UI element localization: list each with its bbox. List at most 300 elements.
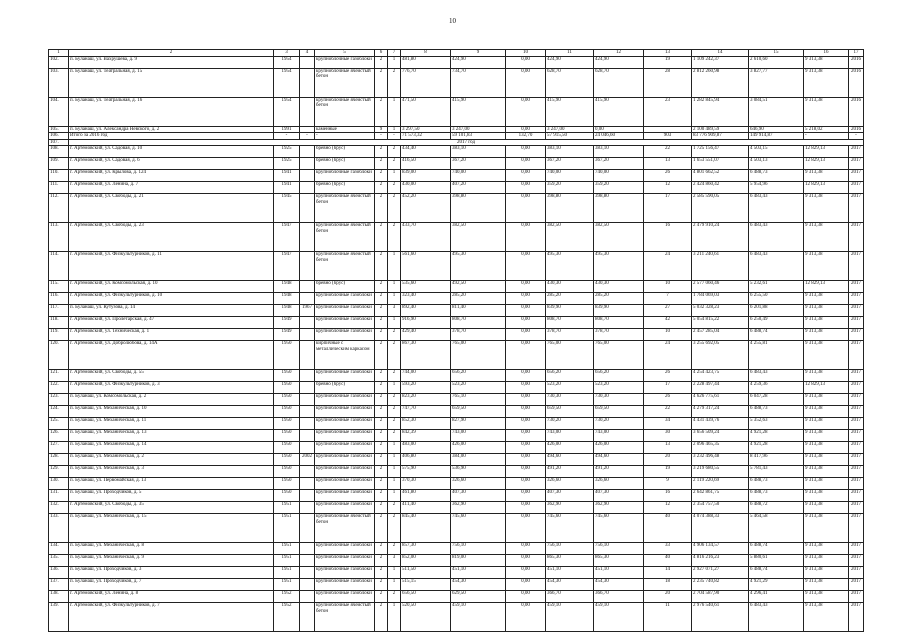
table-cell: 3 255 692,05 (692, 341, 749, 370)
table-row (49, 146, 864, 158)
table-cell: крупноблочные газоблоки (315, 394, 375, 406)
table-cell: 0,00 (506, 603, 546, 632)
table-cell: 730,30 (594, 394, 644, 406)
table-cell: 9 313,38 (804, 68, 849, 97)
table-cell: 0,00 (506, 454, 546, 466)
table-cell: 0,00 (506, 466, 546, 478)
table-cell: 4 074 388,33 (692, 514, 749, 543)
table-cell: 4 626 775,61 (692, 394, 749, 406)
table-cell: 2 (375, 466, 388, 478)
table-cell: 659,50 (594, 406, 644, 418)
table-cell: крупноблочные газоблоки (315, 442, 375, 454)
table-cell (300, 466, 315, 478)
header-cell: 2 (69, 50, 274, 57)
row-number: 124. (49, 406, 69, 418)
table-cell: 2 (375, 394, 388, 406)
address-cell: г. Артемовский, ул. Ленина, д. 8 (69, 591, 274, 603)
table-cell: 6 047,28 (749, 394, 804, 406)
row-number: 132. (49, 502, 69, 514)
table-cell: 1 (388, 382, 401, 394)
table-cell: 593,20 (401, 382, 451, 394)
table-cell: 4 921,28 (749, 442, 804, 454)
table-cell: 0,00 (506, 329, 546, 341)
table-cell: 9 313,38 (804, 454, 849, 466)
table-cell: 1 (388, 97, 401, 126)
table-cell: 0,00 (506, 170, 546, 182)
address-cell: п. Буланаш, ул. Кутузова, д. 14 (69, 305, 274, 317)
table-cell (300, 146, 315, 158)
table-cell (300, 555, 315, 567)
table-cell: 451,10 (451, 567, 506, 579)
table-cell: 2 354 757,50 (692, 502, 749, 514)
table-cell: 2 585 590,05 (692, 194, 749, 223)
table-cell (300, 329, 315, 341)
table-cell: 730,30 (546, 394, 594, 406)
table-cell: 9 313,38 (804, 502, 849, 514)
table-cell: 575,90 (401, 466, 451, 478)
table-row (49, 341, 864, 370)
table-cell: 2 (388, 194, 401, 223)
table-cell: 2 (375, 543, 388, 555)
table-cell: 1950 (274, 418, 300, 430)
table-cell: крупноблочные ячеистый бетон (315, 194, 375, 223)
table-cell: 0,00 (506, 305, 546, 317)
table-cell: 378,70 (594, 329, 644, 341)
table-cell: 83 776 909,87 (692, 133, 749, 140)
table-cell: 9 313,38 (804, 394, 849, 406)
table-cell: 2 (375, 223, 388, 252)
table-cell (300, 293, 315, 305)
table-cell: крупноблочные газоблоки (315, 579, 375, 591)
table-cell: 366,70 (594, 591, 644, 603)
table-cell: 1 (388, 454, 401, 466)
table-cell: 2 228 497,44 (692, 382, 749, 394)
table-cell: 2017 (849, 158, 864, 170)
table-cell: 2017 (849, 293, 864, 305)
table-cell: 2017 (849, 252, 864, 281)
table-cell: 23 (644, 97, 692, 126)
table-cell: 0,00 (506, 490, 546, 502)
table-cell: 2 (375, 97, 388, 126)
table-cell: 9 313,38 (804, 514, 849, 543)
table-cell: 3 219 680,55 (692, 466, 749, 478)
table-cell: 839,90 (594, 305, 644, 317)
table-cell: 1 282 845,94 (692, 97, 749, 126)
table-cell: 536,90 (451, 466, 506, 478)
table-cell: 0,00 (506, 194, 546, 223)
table-cell (300, 281, 315, 293)
table-row (49, 502, 864, 514)
table-cell: 362,90 (546, 502, 594, 514)
table-cell: 3 (388, 305, 401, 317)
table-cell: 2 (388, 341, 401, 370)
table-cell: 416,50 (401, 158, 451, 170)
row-number: 118. (49, 317, 69, 329)
table-cell: 424,90 (546, 56, 594, 68)
table-cell: крупноблочные газоблоки (315, 466, 375, 478)
table-cell: 1967 (300, 305, 315, 317)
table-cell: 4 801 662,52 (692, 170, 749, 182)
table-cell: 9 313,38 (804, 293, 849, 305)
table-cell: 1 (388, 567, 401, 579)
table-cell: 415,90 (594, 97, 644, 126)
table-cell: 430,30 (546, 281, 594, 293)
table-cell: 454,30 (451, 579, 506, 591)
table-cell: 461,80 (401, 490, 451, 502)
table-cell: 1 (388, 56, 401, 68)
table-cell: 2 424 860,42 (692, 182, 749, 194)
table-cell: 523,20 (594, 382, 644, 394)
table-cell: 9 313,38 (804, 305, 849, 317)
table-row (49, 514, 864, 543)
table-cell: - (849, 133, 864, 140)
row-number: 139. (49, 603, 69, 632)
table-row (49, 591, 864, 603)
table-cell: 424,90 (594, 56, 644, 68)
table-cell: 1 (388, 466, 401, 478)
table-cell: 1950 (274, 454, 300, 466)
table-cell: 1950 (274, 341, 300, 370)
table-cell: 30 (644, 430, 692, 442)
table-cell: 2 (375, 56, 388, 68)
table-cell: 2017 (849, 567, 864, 579)
table-cell: 398,80 (546, 194, 594, 223)
table-cell: 2 (375, 341, 388, 370)
table-cell: 1991 (274, 126, 300, 133)
table-cell: 10 (644, 281, 692, 293)
table-cell: 9 313,38 (804, 478, 849, 490)
table-cell: 9 313,38 (804, 97, 849, 126)
table-cell: 285,20 (594, 293, 644, 305)
table-cell: крупноблочные газоблоки (315, 555, 375, 567)
table-cell: 892,40 (401, 305, 451, 317)
table-cell: 2017 (849, 502, 864, 514)
row-number: 115. (49, 281, 69, 293)
table-cell (300, 579, 315, 591)
table-cell: 2 (388, 502, 401, 514)
table-cell: 5 880,61 (749, 555, 804, 567)
table-cell: 4 906 134,57 (692, 543, 749, 555)
table-cell: крупноблочные ячеистый бетон (315, 603, 375, 632)
row-number: 107. (49, 139, 69, 146)
table-cell (300, 341, 315, 370)
table-cell: 0,00 (506, 317, 546, 329)
address-cell: г. Артемовский, ул. Свободы, д. 35 (69, 502, 274, 514)
table-cell: 1951 (274, 514, 300, 543)
table-cell: 9 313,38 (804, 406, 849, 418)
table-cell: 17 (644, 194, 692, 223)
row-number: 128. (49, 454, 69, 466)
table-cell: каменные (315, 126, 375, 133)
table-cell: 2 (375, 442, 388, 454)
address-cell: г. Артемовский, ул. Пролетарская, д. 47 (69, 317, 274, 329)
table-cell: 491,20 (546, 466, 594, 478)
table-cell: 426,00 (451, 442, 506, 454)
table-cell: крупноблочные газоблоки (315, 490, 375, 502)
table-cell: 2 976 540,61 (692, 603, 749, 632)
row-number: 134. (49, 543, 69, 555)
table-cell: 1 784 069,03 (692, 293, 749, 305)
table-cell (300, 430, 315, 442)
address-cell: г. Артемовский, ул. Физкультурников, д. 10 (69, 293, 274, 305)
table-cell: 2 642 861,75 (692, 490, 749, 502)
address-cell: Итого за 2016 год (69, 133, 274, 140)
header-cell: 15 (749, 50, 804, 57)
table-cell: 9 313,38 (804, 442, 849, 454)
address-cell: п. Буланаш, ул. Театральная, д. 15 (69, 68, 274, 97)
table-cell: 326,60 (451, 478, 506, 490)
table-cell: 1951 (274, 543, 300, 555)
table-cell: 384,00 (451, 454, 506, 466)
row-number: 137. (49, 579, 69, 591)
table-cell: 747,70 (401, 406, 451, 418)
table-cell: 0,00 (506, 543, 546, 555)
address-cell: г. Артемовский, ул. Техническая, д. 1 (69, 329, 274, 341)
table-cell: 745,60 (594, 514, 644, 543)
table-cell: 1950 (274, 490, 300, 502)
table-cell: - (315, 133, 375, 140)
table-cell: 1954 (274, 68, 300, 97)
table-cell: 2 (375, 555, 388, 567)
table-cell: 1950 (274, 466, 300, 478)
housing-table (48, 49, 864, 632)
table-cell: 6 483,43 (749, 370, 804, 382)
table-cell: 2017 (849, 454, 864, 466)
table-cell: крупноблочные газоблоки (315, 567, 375, 579)
table-cell: 5 464,58 (749, 514, 804, 543)
table-cell: 867,30 (401, 341, 451, 370)
table-cell: 511,50 (401, 567, 451, 579)
table-cell: 378,70 (546, 329, 594, 341)
table-cell: 2 479 910,24 (692, 223, 749, 252)
table-cell (300, 252, 315, 281)
row-number: 110. (49, 170, 69, 182)
table-cell: 5 352,63 (749, 418, 804, 430)
table-cell: 24 046,60 (594, 133, 644, 140)
address-cell: п. Буланаш, ул. Механическая, д. 10 (69, 406, 274, 418)
table-cell: 1 (388, 317, 401, 329)
table-row (49, 543, 864, 555)
table-cell: 430,00 (401, 182, 451, 194)
table-cell: 4 296,41 (749, 591, 804, 603)
table-cell: 370,30 (401, 478, 451, 490)
table-cell: 495,30 (451, 252, 506, 281)
table-cell: 407,20 (451, 182, 506, 194)
table-cell: 1 (388, 281, 401, 293)
table-cell: 2017 (849, 305, 864, 317)
table-cell: 9 313,38 (804, 341, 849, 370)
table-cell: 916,90 (401, 317, 451, 329)
table-cell: 17 (644, 382, 692, 394)
table-cell: 366,70 (546, 591, 594, 603)
table-cell: 2016 (849, 126, 864, 133)
table-cell: крупноблочные газоблоки (315, 56, 375, 68)
table-cell: крупноблочные газоблоки (315, 317, 375, 329)
table-cell: 14 (644, 567, 692, 579)
table-cell: 2 (375, 382, 388, 394)
table-cell: 42 (644, 317, 692, 329)
table-cell: 2 (375, 406, 388, 418)
table-cell: 19 (644, 56, 692, 68)
table-cell: 4 921,29 (749, 579, 804, 591)
table-cell: 359,20 (546, 182, 594, 194)
table-cell: бревно (брус) (315, 281, 375, 293)
header-cell: 12 (594, 50, 644, 57)
table-cell: 2 235 740,82 (692, 579, 749, 591)
address-cell: п. Буланаш, ул. Механическая, д. 2 (69, 454, 274, 466)
table-cell: 2 (388, 514, 401, 543)
table-cell: 2 (388, 146, 401, 158)
table-cell: 367,20 (546, 158, 594, 170)
table-cell: 2017 (849, 430, 864, 442)
table-cell: 2017 (849, 341, 864, 370)
table-cell: 2 (375, 490, 388, 502)
table-cell: 2 (375, 317, 388, 329)
table-cell: 6 483,43 (749, 194, 804, 223)
row-number: 109. (49, 158, 69, 170)
table-cell: 2 (375, 252, 388, 281)
table-cell: 0,00 (506, 68, 546, 97)
table-cell: 28 (644, 68, 692, 97)
table-cell: 2 (388, 418, 401, 430)
table-cell: 3 297,50 (401, 126, 451, 133)
table-cell: 454,30 (594, 579, 644, 591)
table-cell: 2 (375, 158, 388, 170)
table-cell: 5 232,61 (749, 281, 804, 293)
table-cell: 0,00 (506, 382, 546, 394)
header-cell: 17 (849, 50, 864, 57)
table-cell: 743,00 (546, 430, 594, 442)
table-cell: 0,00 (506, 370, 546, 382)
table-cell (300, 68, 315, 97)
table-cell: 5 954,96 (749, 182, 804, 194)
table-cell: 415,90 (451, 97, 506, 126)
table-cell: 2017 (849, 382, 864, 394)
address-cell: г. Артемовский, ул. Добролюбова, д. 14А (69, 341, 274, 370)
table-cell: 2 (375, 514, 388, 543)
table-cell: - (375, 133, 388, 140)
table-cell (300, 603, 315, 632)
table-cell: 1 (388, 442, 401, 454)
table-cell: 0,00 (506, 591, 546, 603)
table-cell: 483,00 (401, 442, 451, 454)
row-number: 121. (49, 370, 69, 382)
address-cell: п. Буланаш, ул. Театральная, д. 16 (69, 97, 274, 126)
table-cell: 852,30 (401, 418, 451, 430)
table-cell: 561,60 (401, 252, 451, 281)
row-number: 116. (49, 293, 69, 305)
table-cell: 9 (644, 478, 692, 490)
table-cell: 740,00 (451, 170, 506, 182)
table-cell: 2 457 285,04 (692, 329, 749, 341)
table-cell: 842,39 (401, 430, 451, 442)
table-cell: 1 (388, 170, 401, 182)
table-cell: 12 829,13 (804, 182, 849, 194)
table-cell: 16 (644, 490, 692, 502)
table-cell (300, 418, 315, 430)
table-cell: 24 (644, 341, 692, 370)
header-cell: 5 (315, 50, 375, 57)
row-number: 133. (49, 514, 69, 543)
table-row (49, 603, 864, 632)
table-cell: 6 255,50 (749, 293, 804, 305)
row-number: 112. (49, 194, 69, 223)
row-number: 117. (49, 305, 69, 317)
address-cell: г. Артемовский, ул. Физкультурников, д. 11 (69, 252, 274, 281)
table-cell: крупноблочные ячеистый бетон (315, 252, 375, 281)
table-cell: крупноблочные газоблоки (315, 430, 375, 442)
table-cell: 1947 (274, 252, 300, 281)
row-number: 125. (49, 418, 69, 430)
table-row (49, 223, 864, 252)
table-cell: 0,00 (506, 394, 546, 406)
table-cell: 2017 (849, 329, 864, 341)
table-cell: 744,00 (401, 370, 451, 382)
table-cell: 2017 (849, 194, 864, 223)
table-cell: 495,30 (546, 252, 594, 281)
table-cell: крупноблочные газоблоки (315, 543, 375, 555)
table-cell: 20 (644, 591, 692, 603)
table-cell (300, 382, 315, 394)
table-cell: 1952 (274, 591, 300, 603)
row-number: 131. (49, 490, 69, 502)
table-cell: 9 313,38 (804, 430, 849, 442)
table-cell: 2 (375, 591, 388, 603)
table-cell: 520,50 (401, 603, 451, 632)
address-cell: г. Артемовский, ул. Комсомольская, д. 10 (69, 281, 274, 293)
header-cell: 1 (49, 50, 69, 57)
table-row (49, 466, 864, 478)
table-cell: 33 (644, 543, 692, 555)
table-cell: 2 577 060,46 (692, 281, 749, 293)
table-cell: 6 488,73 (749, 170, 804, 182)
table-cell: 9 313,38 (804, 317, 849, 329)
table-cell: 743,00 (451, 430, 506, 442)
table-row (49, 56, 864, 68)
table-cell: крупноблочные газоблоки (315, 591, 375, 603)
table-cell: 9 313,38 (804, 567, 849, 579)
table-cell: 0,00 (506, 97, 546, 126)
table-cell: 656,50 (401, 591, 451, 603)
table-cell: 9 313,38 (804, 418, 849, 430)
table-cell: 2 096 465,35 (692, 442, 749, 454)
table-cell: 0,00 (594, 126, 644, 133)
table-cell: бревно (брус) (315, 146, 375, 158)
table-cell: 656,20 (451, 370, 506, 382)
table-cell: 852,00 (401, 555, 451, 567)
table-cell: 523,20 (546, 382, 594, 394)
table-cell: 1 725 156,47 (692, 146, 749, 158)
address-cell: п. Буланаш, ул. Механическая, д. 14 (69, 442, 274, 454)
address-cell: п. Буланаш, ул. Проходчиков, д. 5 (69, 490, 274, 502)
table-cell: 5 054 815,22 (692, 317, 749, 329)
table-cell: 13 (644, 442, 692, 454)
table-cell: 13 (644, 158, 692, 170)
table-cell: 0,00 (506, 478, 546, 490)
table-cell: 2 (388, 394, 401, 406)
table-cell: 326,60 (546, 478, 594, 490)
address-cell: г. Артемовский, ул. Крылова, д. 124 (69, 170, 274, 182)
table-cell: 629,50 (451, 591, 506, 603)
table-row (49, 567, 864, 579)
table-cell (300, 567, 315, 579)
header-cell: 14 (692, 50, 749, 57)
table-cell: 0,00 (506, 567, 546, 579)
table-cell: 383,10 (451, 146, 506, 158)
table-cell: 12 829,13 (804, 281, 849, 293)
table-cell: 823,20 (401, 394, 451, 406)
table-cell: 1947 (274, 223, 300, 252)
